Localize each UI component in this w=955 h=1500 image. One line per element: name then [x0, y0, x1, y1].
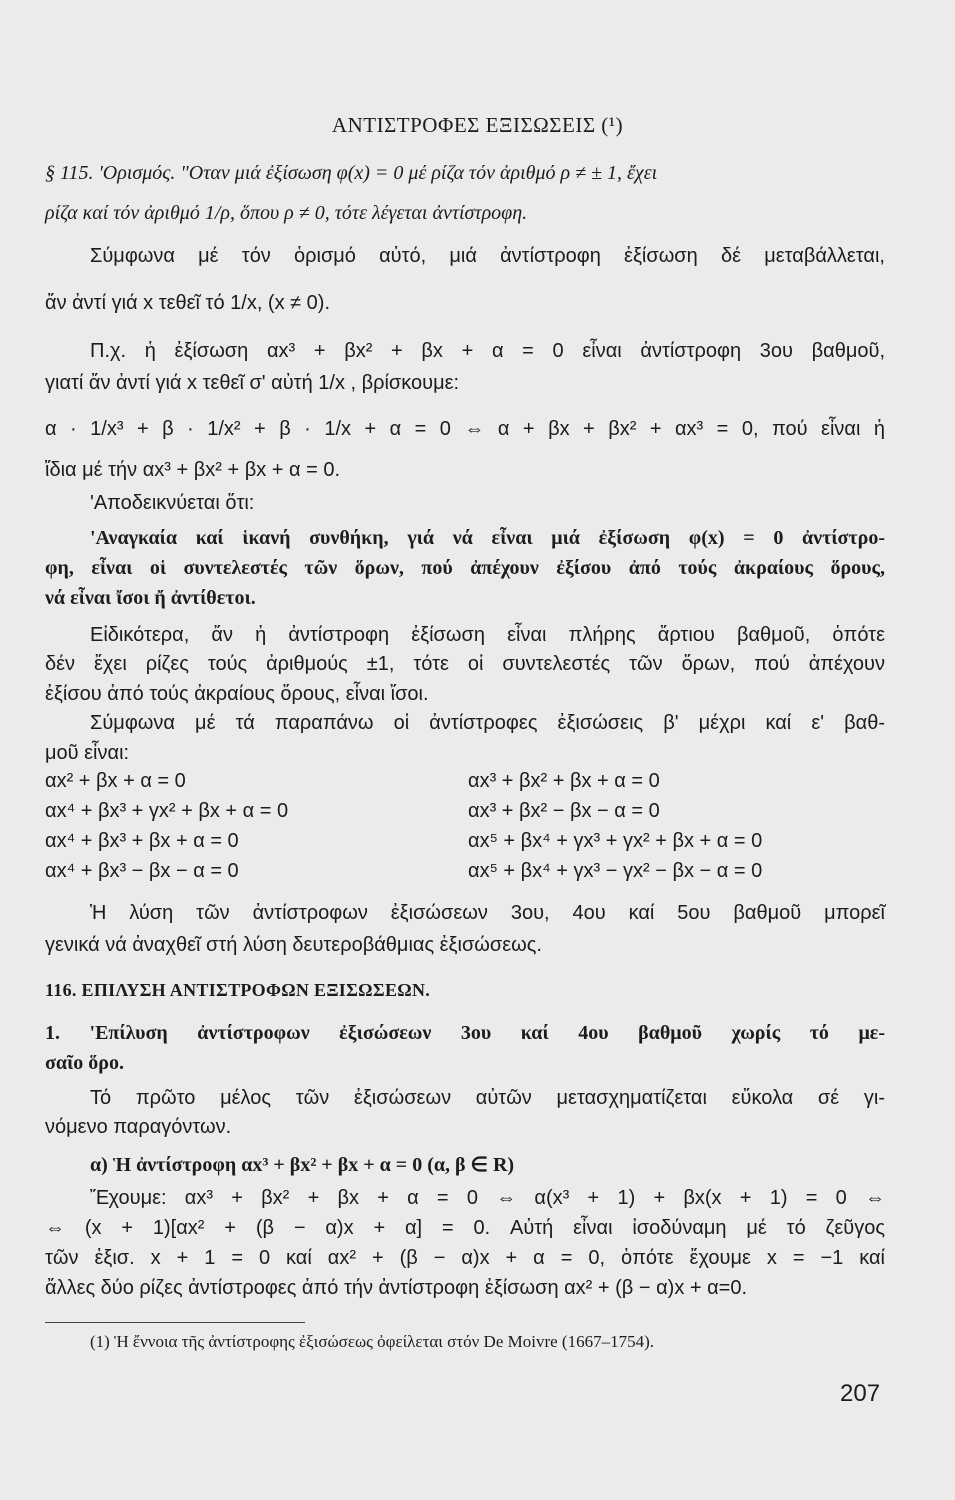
subsection-heading: 1. 'Επίλυση ἀντίστροφων ἐξισώσεων 3ου καί 4ου βαθμοῦ χωρίς τό με-: [45, 1022, 885, 1044]
paragraph-line: δέν ἔχει ρίζες τούς ἀριθμούς ±1, τότε οἱ συντελεστές τῶν ὅρων, πού ἀπέχουν: [45, 653, 885, 675]
example-line: γιατί ἄν ἀντί γιά x τεθεῖ σ' αὐτή 1/x , βρίσκουμε:: [45, 372, 460, 394]
solution-line: ⇔ (x + 1)[αx² + (β − α)x + α] = 0. Αὐτή εἶναι ἰσοδύναμη μέ τό ζεῦγος: [45, 1217, 885, 1239]
equation-right: αx³ + βx² + βx + α = 0: [468, 770, 660, 792]
paragraph-line: μοῦ εἶναι:: [45, 742, 130, 764]
paragraph-line: Σύμφωνα μέ τά παραπάνω οἱ ἀντίστροφες ἐξισώσεις β' μέχρι καί ε' βαθ-: [90, 712, 885, 734]
subsection-heading: σαῖο ὅρο.: [45, 1052, 124, 1074]
paragraph-line: γενικά νά ἀναχθεῖ στή λύση δευτεροβάθμιας ἐξισώσεως.: [45, 934, 542, 956]
equation-left: αx⁴ + βx³ + βx + α = 0: [45, 830, 239, 852]
solution-line: ἄλλες δύο ρίζες ἀντίστροφες ἀπό τήν ἀντίστροφη ἐξίσωση αx² + (β − α)x + α=0.: [45, 1277, 748, 1299]
paragraph-line: Ἡ λύση τῶν ἀντίστροφων ἐξισώσεων 3ου, 4ου καί 5ου βαθμοῦ μπορεῖ: [90, 902, 885, 924]
page-number: 207: [840, 1380, 881, 1407]
equation-left: αx⁴ + βx³ + γx² + βx + α = 0: [45, 800, 289, 822]
paragraph-line: νόμενο παραγόντων.: [45, 1116, 232, 1138]
paragraph-line: 'Αποδεικνύεται ὅτι:: [90, 492, 255, 514]
paragraph-line: ἴδια μέ τήν αx³ + βx² + βx + α = 0.: [45, 459, 341, 481]
paragraph-line: ἄν ἀντί γιά x τεθεῖ τό 1/x, (x ≠ 0).: [45, 292, 331, 314]
theorem-line-2: φη, εἶναι οἱ συντελεστές τῶν ὅρων, πού ἀπέχουν ἐξίσου ἀπό τούς ἀκραίους ὅρους,: [45, 557, 885, 579]
case-heading: α) Ἡ ἀντίστροφη αx³ + βx² + βx + α = 0 (α, β ∈ R): [90, 1154, 515, 1176]
example-line: Π.χ. ἡ ἐξίσωση αx³ + βx² + βx + α = 0 εἶναι ἀντίστροφη 3ου βαθμοῦ,: [90, 340, 885, 362]
section-heading: 116. ΕΠΙΛΥΣΗ ΑΝΤΙΣΤΡΟΦΩΝ ΕΞΙΣΩΣΕΩΝ.: [45, 980, 431, 1000]
equation-left: αx⁴ + βx³ − βx − α = 0: [45, 860, 239, 882]
paragraph-line: Εἰδικότερα, ἄν ἡ ἀντίστροφη ἐξίσωση εἶναι πλήρης ἄρτιου βαθμοῦ, ὁπότε: [90, 624, 885, 646]
paragraph-line: Σύμφωνα μέ τόν ὁρισμό αὐτό, μιά ἀντίστροφη ἐξίσωση δέ μεταβάλλεται,: [90, 245, 885, 267]
equation-left: αx² + βx + α = 0: [45, 770, 186, 792]
footnote: (1) Ἡ ἔννοια τῆς ἀντίστροφης ἐξισώσεως ὀφείλεται στόν De Moivre (1667–1754).: [90, 1332, 654, 1351]
solution-line: τῶν ἐξισ. x + 1 = 0 καί αx² + (β − α)x + α = 0, ὁπότε ἔχουμε x = −1 καί: [45, 1247, 885, 1269]
paragraph-line: Τό πρῶτο μέλος τῶν ἐξισώσεων αὐτῶν μετασχηματίζεται εὔκολα σέ γι-: [90, 1087, 885, 1109]
solution-line: Ἔχουμε: αx³ + βx² + βx + α = 0 ⇔ α(x³ + 1) + βx(x + 1) = 0 ⇔: [90, 1187, 885, 1209]
equation-right: αx⁵ + βx⁴ + γx³ + γx² + βx + α = 0: [468, 830, 763, 852]
theorem-line-1: 'Αναγκαία καί ἱκανή συνθήκη, γιά νά εἶναι μιά ἐξίσωση φ(x) = 0 ἀντίστρο-: [90, 527, 885, 549]
definition-line-2: ρίζα καί τόν ἀριθμό 1/ρ, ὅπου ρ ≠ 0, τότε λέγεται ἀντίστροφη.: [45, 202, 528, 224]
footnote-rule: [45, 1322, 305, 1323]
theorem-line-3: νά εἶναι ἴσοι ἤ ἀντίθετοι.: [45, 587, 256, 609]
equation-right: αx⁵ + βx⁴ + γx³ − γx² − βx − α = 0: [468, 860, 763, 882]
definition-line-1: § 115. 'Ορισμός. "Οταν μιά ἐξίσωση φ(x) = 0 μέ ρίζα τόν ἀριθμό ρ ≠ ± 1, ἔχει: [45, 162, 658, 184]
equation-right: αx³ + βx² − βx − α = 0: [468, 800, 660, 822]
equation-line: α · 1/x³ + β · 1/x² + β · 1/x + α = 0 ⇔ α + βx + βx² + αx³ = 0, πού εἶναι ἡ: [45, 418, 885, 440]
paragraph-line: ἐξίσου ἀπό τούς ἀκραίους ὅρους, εἶναι ἴσοι.: [45, 683, 429, 705]
page-title: ΑΝΤΙΣΤΡΟΦΕΣ ΕΞΙΣΩΣΕΙΣ (¹): [331, 113, 624, 137]
